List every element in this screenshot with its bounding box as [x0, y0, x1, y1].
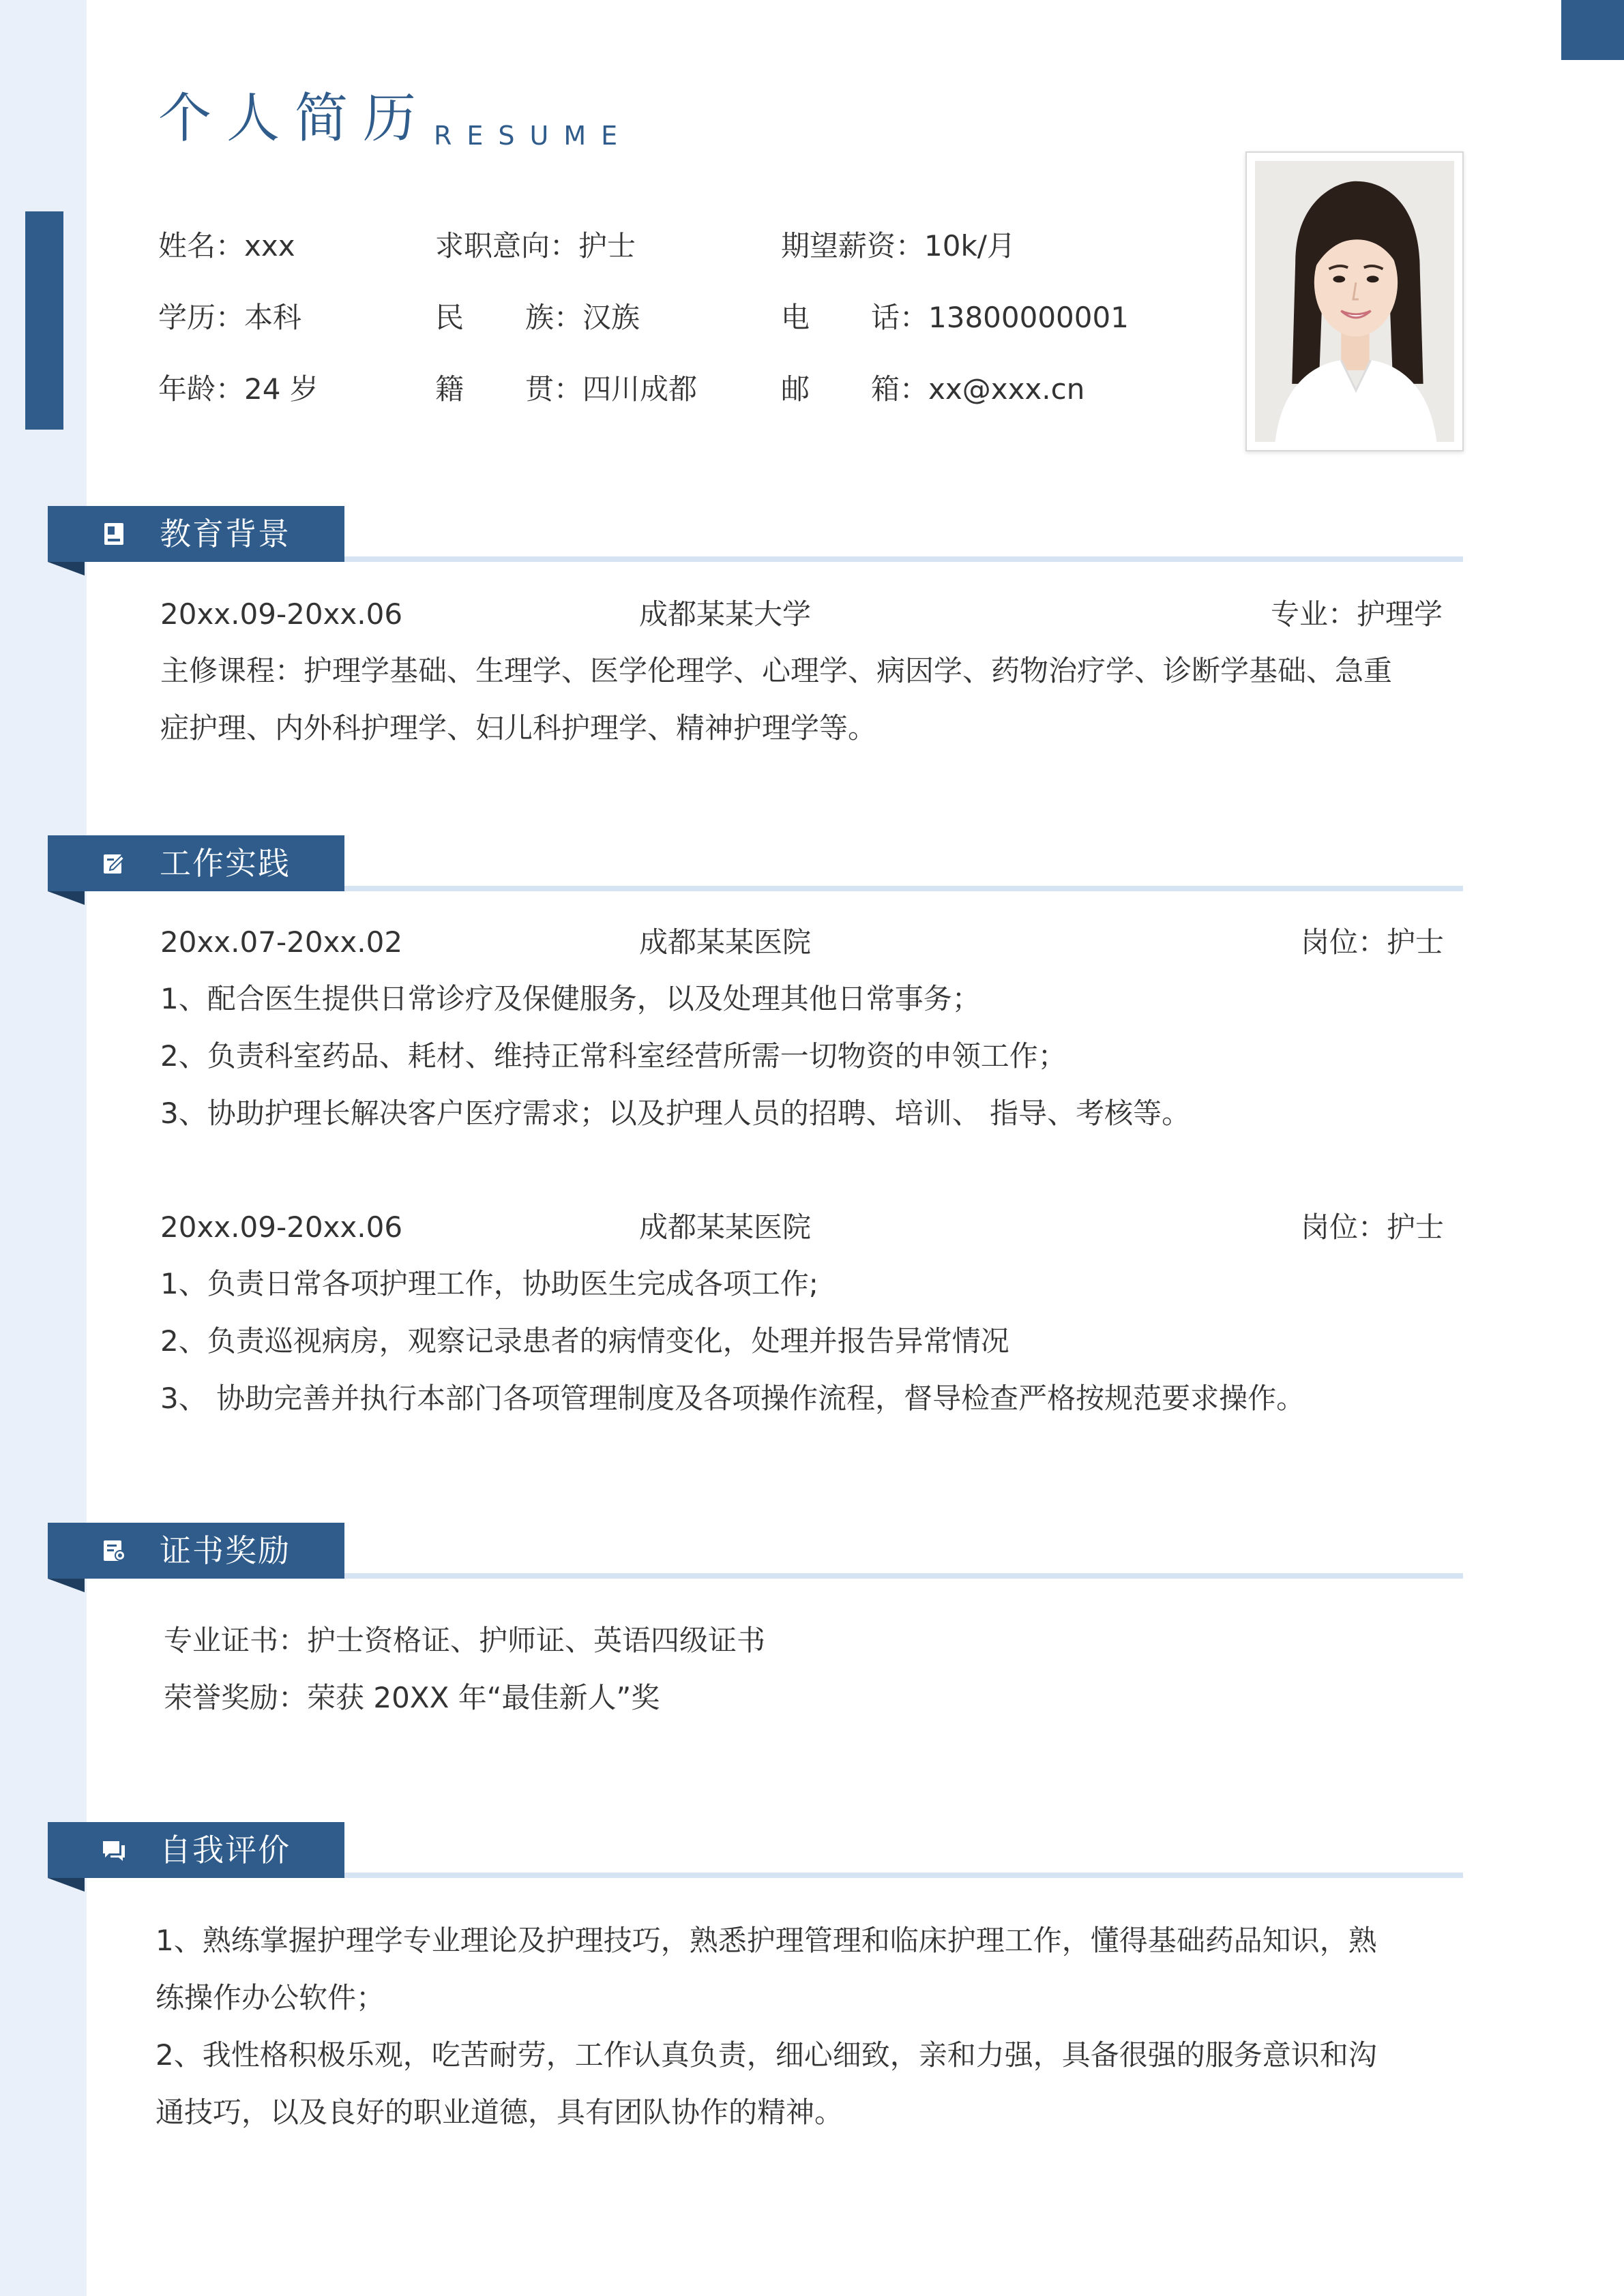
section-title-work: 工作实践	[160, 845, 291, 882]
job-org: 成都某某医院	[639, 925, 812, 959]
profile-ethnicity-label: 民	[435, 301, 464, 334]
page-subtitle: RESUME	[434, 121, 633, 151]
self-evaluation-line4: 通技巧，以及良好的职业道德，具有团队协作的精神。	[156, 2096, 844, 2129]
job-duty: 3、 协助完善并执行本部门各项管理制度及各项操作流程，督导检查严格按规范要求操作。	[160, 1382, 1305, 1415]
job-position: 岗位：护士	[1301, 925, 1445, 959]
certificates-professional: 专业证书：护士资格证、护师证、英语四级证书	[164, 1624, 766, 1657]
section-header-education	[48, 506, 1463, 567]
certificate-icon	[101, 1538, 127, 1564]
profile-email-value: 箱：xx@xxx.cn	[871, 372, 1085, 406]
section-title-certificates: 证书奖励	[160, 1532, 291, 1569]
portrait-image	[1255, 161, 1454, 442]
section-title-self-evaluation: 自我评价	[160, 1832, 291, 1868]
job-duty: 2、负责科室药品、耗材、维持正常科室经营所需一切物资的申领工作；	[160, 1039, 1067, 1073]
job-duty: 1、负责日常各项护理工作，协助医生完成各项工作;	[160, 1267, 818, 1300]
education-major: 专业：护理学	[1271, 597, 1443, 631]
section-fold	[48, 1878, 85, 1892]
job-duty: 2、负责巡视病房，观察记录患者的病情变化，处理并报告异常情况	[160, 1324, 1009, 1358]
self-evaluation-line2: 练操作办公软件；	[156, 1981, 385, 2014]
profile-phone-label: 电	[781, 301, 810, 334]
profile-name: 姓名：xxx	[158, 229, 295, 263]
job-position: 岗位：护士	[1301, 1210, 1445, 1244]
section-header-self-evaluation	[48, 1822, 1463, 1883]
section-divider	[344, 1873, 1463, 1878]
section-fold	[48, 562, 85, 576]
profile-photo	[1245, 151, 1464, 451]
profile-intention: 求职意向：护士	[435, 229, 636, 263]
section-title-education: 教育背景	[160, 516, 291, 552]
profile-ethnicity-value: 族：汉族	[525, 301, 640, 334]
corner-decor-block	[1561, 0, 1624, 60]
certificates-honors: 荣誉奖励：荣获 20XX 年“最佳新人”奖	[164, 1681, 660, 1714]
profile-salary: 期望薪资：10k/月	[781, 229, 1016, 263]
job-period: 20xx.07-20xx.02	[160, 925, 403, 959]
profile-phone-value: 话：13800000001	[871, 301, 1129, 334]
education-courses-line1: 主修课程：护理学基础、生理学、医学伦理学、心理学、病因学、药物治疗学、诊断学基础、急重	[160, 654, 1393, 687]
self-evaluation-line3: 2、我性格积极乐观，吃苦耐劳，工作认真负责，细心细致，亲和力强，具备很强的服务意识和沟	[156, 2038, 1377, 2072]
education-school: 成都某某大学	[639, 597, 812, 631]
chat-icon	[101, 1837, 127, 1863]
self-evaluation-line1: 1、熟练掌握护理学专业理论及护理技巧，熟悉护理管理和临床护理工作，懂得基础药品知识，熟	[156, 1924, 1377, 1957]
job-org: 成都某某医院	[639, 1210, 812, 1244]
section-divider	[344, 1573, 1463, 1579]
job-period: 20xx.09-20xx.06	[160, 1210, 403, 1244]
section-fold	[48, 1579, 85, 1592]
profile-email-label: 邮	[781, 372, 810, 406]
section-divider	[344, 886, 1463, 891]
edit-icon	[101, 850, 127, 876]
page-title: 个人简历	[158, 88, 432, 149]
section-fold	[48, 891, 85, 905]
profile-education: 学历：本科	[158, 301, 302, 334]
profile-age: 年龄：24 岁	[158, 372, 319, 406]
book-icon	[101, 521, 127, 547]
section-header-work	[48, 835, 1463, 897]
section-divider	[344, 556, 1463, 562]
education-period: 20xx.09-20xx.06	[160, 597, 403, 631]
job-duty: 1、配合医生提供日常诊疗及保健服务，以及处理其他日常事务；	[160, 982, 981, 1015]
profile-origin-label: 籍	[435, 372, 464, 406]
left-accent-bar	[25, 211, 63, 430]
education-courses-line2: 症护理、内外科护理学、妇儿科护理学、精神护理学等。	[160, 711, 877, 745]
profile-origin-value: 贯：四川成都	[525, 372, 698, 406]
section-header-certificates	[48, 1523, 1463, 1584]
job-duty: 3、协助护理长解决客户医疗需求；以及护理人员的招聘、培训、 指导、考核等。	[160, 1097, 1191, 1130]
